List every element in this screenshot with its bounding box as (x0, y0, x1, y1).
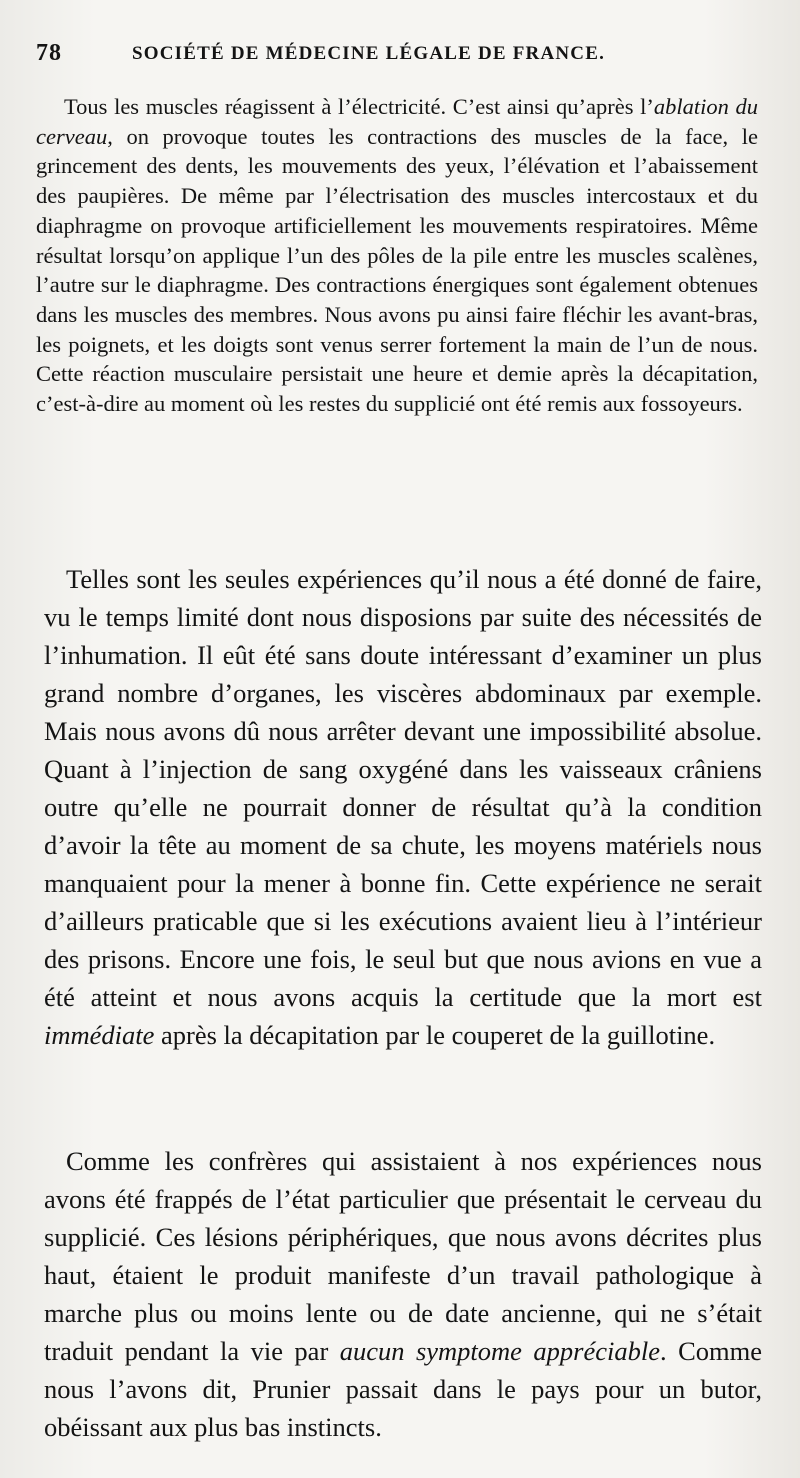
text-run: Tous les muscles réagissent à l’électricité. C’est ainsi qu’après l’ (64, 94, 654, 119)
running-head: SOCIÉTÉ DE MÉDECINE LÉGALE DE FRANCE. (132, 43, 606, 64)
text-run: après la décapitation par le couperet de la guillotine. (154, 1020, 716, 1050)
text-run-italic: aucun symptome appréciable (339, 1336, 660, 1366)
text-run: , on provoque toutes les contractions des muscles de la face, le grincement des dents, les mouvements des yeux, l’élévation et l’abaissement des paupières. De même par l’électrisation des muscles intercostaux et du diaphragme on provoque artificiellement les mouvements respiratoires. Même résultat lorsqu’on applique l’un des pôles de la pile entre les muscles scalènes, l’autre sur le diaphragme. Des contractions énergiques sont également obtenues dans les muscles des membres. Nous avons pu ainsi faire fléchir les avant-bras, les poignets, et les doigts sont venus serrer fortement la main de l’un de nous. Cette réaction musculaire persistait une heure et demie après la décapitation, c’est-à-dire au moment où les restes du supplicié ont été remis aux fossoyeurs. (36, 123, 758, 417)
text-run: . Comme nous l’avons dit, Prunier passait dans le pays pour un butor, obéissant aux plus bas instincts. (44, 1336, 762, 1442)
paragraph-brain-state (44, 1142, 762, 1446)
text-run: Comme les confrères qui assistaient à nos expériences nous avons été frappés de l’état particulier que présentait le cerveau du supplicié. Ces lésions périphériques, que nous avons décrites plus haut, étaient le produit manifeste d’un travail pathologique à marche plus ou moins lente ou de date ancienne, qui ne s’était traduit pendant la vie par (44, 1146, 762, 1366)
text-run-italic: ablation du cerveau (36, 94, 758, 149)
text-run: Telles sont les seules expériences qu’il nous a été donné de faire, vu le temps limité dont nous disposions par suite des nécessités de l’inhumation. Il eût été sans doute intéressant d’examiner un plus grand nombre d’organes, les viscères abdominaux par exemple. Mais nous avons dû nous arrêter devant une impossibilité absolue. Quant à l’injection de sang oxygéné dans les vaisseaux crâniens outre qu’elle ne pourrait donner de résultat qu’à la condition d’avoir la tête au moment de sa chute, les moyens matériels nous manquaient pour la mener à bonne fin. Cette expérience ne serait d’ailleurs praticable que si les exécutions avaient lieu à l’intérieur des prisons. Encore une fois, le seul but que nous avions en vue a été atteint et nous avons acquis la certitude que la mort est (44, 564, 762, 1012)
paragraph-experiments (44, 560, 762, 1054)
page-number: 78 (36, 40, 62, 66)
paragraph-electricity (36, 92, 758, 419)
text-run-italic: immédiate (44, 1020, 155, 1050)
page-header (36, 40, 776, 74)
